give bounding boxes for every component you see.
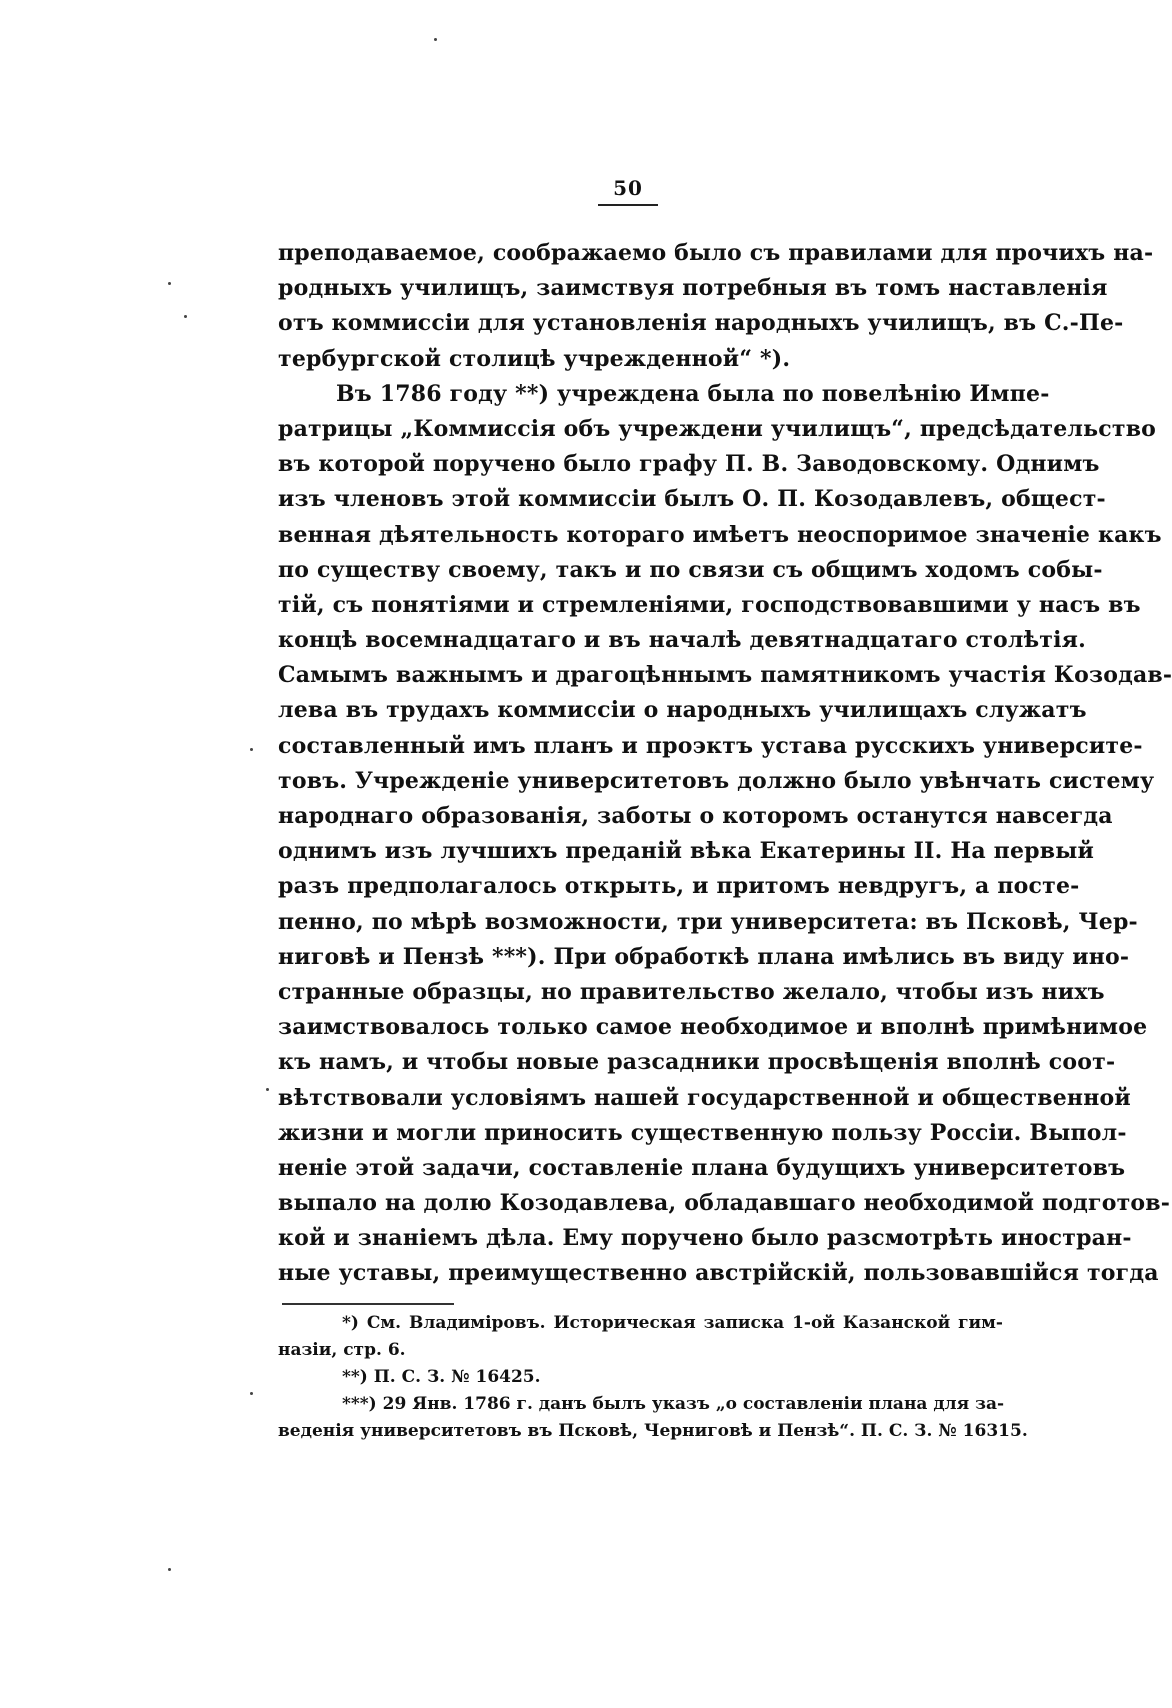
body-line: отъ коммиссіи для установленія народныхъ училищъ, въ С.-Пе- bbox=[278, 310, 1124, 337]
body-line-paragraph-start: Въ 1786 году **) учреждена была по повелѣнію Импе- bbox=[336, 380, 1050, 407]
page-number: 50 bbox=[598, 176, 658, 206]
body-line: странные образцы, но правительство желало, чтобы изъ нихъ bbox=[278, 978, 1105, 1005]
body-line: преподаваемое, соображаемо было съ правилами для прочихъ на- bbox=[278, 240, 1154, 266]
scan-speck bbox=[168, 282, 171, 285]
footnotes bbox=[278, 1310, 1028, 1445]
scan-speck bbox=[434, 38, 437, 41]
footnote-1-continued: назіи, стр. 6. bbox=[278, 1340, 406, 1360]
scan-speck bbox=[250, 1392, 253, 1395]
body-line: товъ. Учрежденіе университетовъ должно было увѣнчать систему bbox=[278, 767, 1155, 794]
footnote-2: **) П. С. З. № 16425. bbox=[342, 1367, 541, 1387]
body-line: тербургской столицѣ учрежденной“ *). bbox=[278, 345, 791, 372]
body-line: пенно, по мѣрѣ возможности, три университета: въ Псковѣ, Чер- bbox=[278, 908, 1138, 935]
body-line: разъ предполагалось открыть, и притомъ невдругъ, а посте- bbox=[278, 873, 1080, 900]
body-line: кой и знаніемъ дѣла. Ему поручено было разсмотрѣть иностран- bbox=[278, 1225, 1132, 1252]
body-line: родныхъ училищъ, заимствуя потребныя въ томъ наставленія bbox=[278, 275, 1108, 302]
scan-speck bbox=[184, 315, 187, 318]
body-line: ниговѣ и Пензѣ ***). При обработкѣ плана имѣлись въ виду ино- bbox=[278, 943, 1130, 970]
body-text bbox=[278, 236, 1172, 1292]
body-line: выпало на долю Козодавлева, обладавшаго необходимой подготов- bbox=[278, 1190, 1171, 1217]
body-line: въ которой поручено было графу П. В. Заводовскому. Однимъ bbox=[278, 451, 1100, 478]
body-line: ратрицы „Коммиссія объ учреждени училищъ“, предсѣдательство bbox=[278, 415, 1157, 442]
footnote-divider bbox=[282, 1303, 454, 1305]
scan-speck bbox=[250, 748, 253, 751]
footnote-3: ***) 29 Янв. 1786 г. данъ былъ указъ „о составленіи плана для за- bbox=[342, 1394, 1005, 1414]
body-line: Самымъ важнымъ и драгоцѣннымъ памятникомъ участія Козодав- bbox=[278, 662, 1172, 689]
body-line: жизни и могли приносить существенную пользу Россіи. Выпол- bbox=[278, 1119, 1127, 1146]
footnote-1: *) См. Владиміровъ. Историческая записка 1-ой Казанской гим- bbox=[342, 1313, 1003, 1333]
footnote-3-continued: веденія университетовъ въ Псковѣ, Черниговѣ и Пензѣ“. П. С. З. № 16315. bbox=[278, 1421, 1028, 1441]
body-line: изъ членовъ этой коммиссіи былъ О. П. Козодавлевъ, общест- bbox=[278, 486, 1106, 513]
body-line: неніе этой задачи, составленіе плана будущихъ университетовъ bbox=[278, 1154, 1126, 1181]
body-line: составленный имъ планъ и проэктъ устава русскихъ университе- bbox=[278, 732, 1143, 759]
body-line: къ намъ, и чтобы новые разсадники просвѣщенія вполнѣ соот- bbox=[278, 1049, 1116, 1076]
body-line: однимъ изъ лучшихъ преданій вѣка Екатерины II. На первый bbox=[278, 838, 1094, 865]
body-line: тій, съ понятіями и стремленіями, господствовавшими у насъ въ bbox=[278, 591, 1141, 618]
body-line: лева въ трудахъ коммиссіи о народныхъ училищахъ служатъ bbox=[278, 697, 1087, 724]
scan-speck bbox=[168, 1568, 171, 1571]
body-line: заимствовалось только самое необходимое и вполнѣ примѣнимое bbox=[278, 1014, 1148, 1041]
body-line: венная дѣятельность котораго имѣетъ неоспоримое значеніе какъ bbox=[278, 521, 1162, 548]
body-line: концѣ восемнадцатаго и въ началѣ девятнадцатаго столѣтія. bbox=[278, 627, 1086, 654]
scan-speck bbox=[266, 1088, 269, 1091]
body-line: народнаго образованія, заботы о которомъ останутся навсегда bbox=[278, 803, 1113, 829]
body-line: ные уставы, преимущественно австрійскій, пользовавшійся тогда bbox=[278, 1260, 1159, 1287]
body-line: вѣтствовали условіямъ нашей государственной и общественной bbox=[278, 1084, 1131, 1111]
body-line: по существу своему, такъ и по связи съ общимъ ходомъ собы- bbox=[278, 556, 1103, 583]
